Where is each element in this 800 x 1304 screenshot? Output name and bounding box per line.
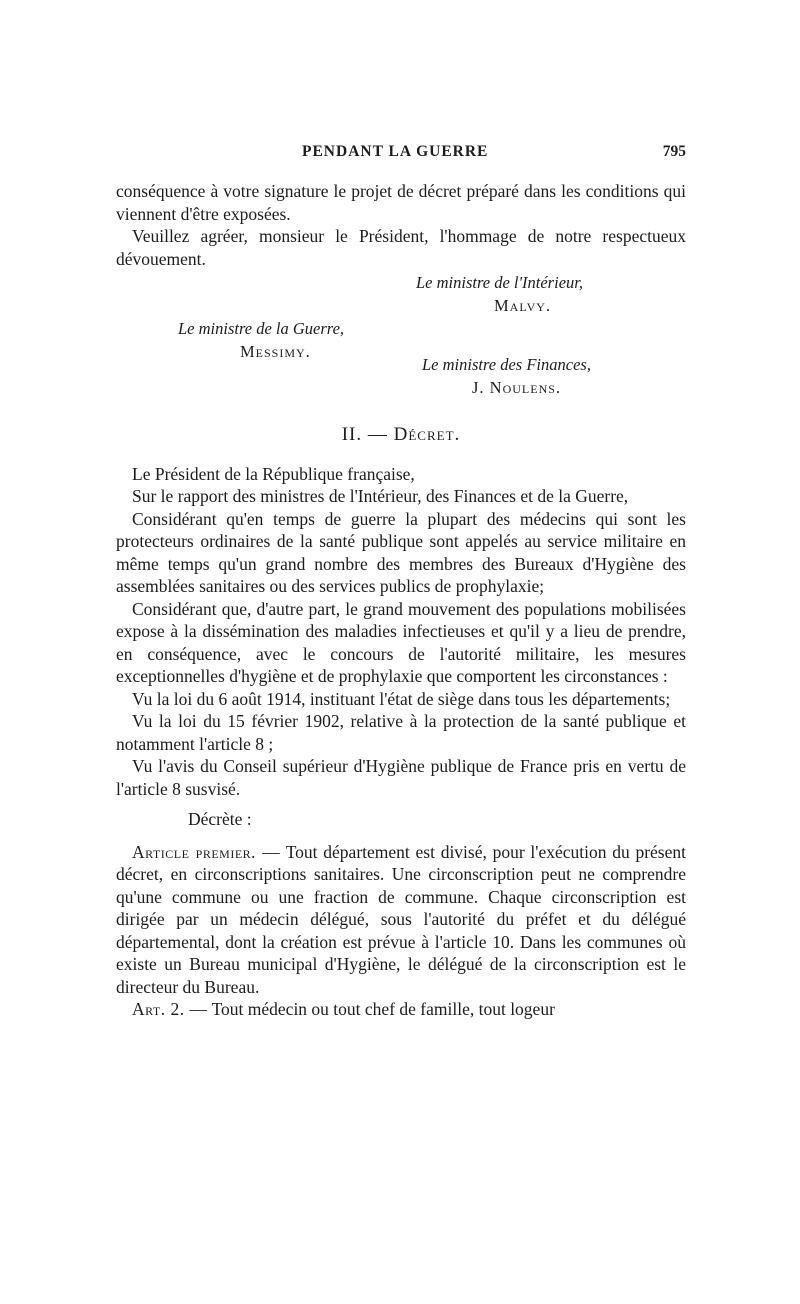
article-2-lead: Art. 2. — bbox=[132, 999, 208, 1019]
signature-war-title: Le ministre de la Guerre, bbox=[178, 319, 345, 338]
signature-war bbox=[178, 318, 344, 363]
article-1-lead: Article premier. — bbox=[132, 841, 281, 862]
page-body bbox=[116, 180, 686, 1021]
decree-paragraph: Considérant qu'en temps de guerre la plupart des médecins qui sont les protecteurs ordinaires de la santé publique sont appelés au service militaire en même temps qu'un grand nombre des membres des Bureaux d'Hygiène des assemblées sanitaires ou des services publics de prophylaxie; bbox=[116, 508, 686, 596]
article-1-text: Tout département est divisé, pour l'exécution du présent décret, en circonscriptions sanitaires. Une circonscription peut ne comprendre qu'une commune ou une fraction de commune. Chaque circonscription est dirigée par un médecin délégué, sous l'autorité du préfet et du délégué départemental, dont la création est prévue à l'article 10. Dans les communes où existe un Bureau municipal d'Hygiène, le délégué de la circonscription est le directeur du Bureau. bbox=[116, 841, 686, 997]
section-heading bbox=[116, 424, 686, 447]
decree-paragraph: Sur le rapport des ministres de l'Intérieur, des Finances et de la Guerre, bbox=[132, 486, 629, 506]
signature-interior bbox=[416, 272, 583, 317]
section-number: II. — bbox=[341, 424, 388, 445]
signature-finance-title: Le ministre des Finances, bbox=[422, 355, 591, 374]
signature-war-name: Messimy. bbox=[240, 341, 311, 361]
signature-block bbox=[116, 272, 686, 412]
signature-interior-title: Le ministre de l'Intérieur, bbox=[416, 273, 583, 292]
article-2 bbox=[116, 998, 686, 1021]
decree-paragraph: Le Président de la République française, bbox=[132, 463, 415, 484]
decrete-heading: Décrète : bbox=[188, 809, 252, 829]
running-title: PENDANT LA GUERRE bbox=[302, 143, 489, 160]
decree-paragraph: Vu la loi du 15 février 1902, relative à la protection de la santé publique et notamment l'article 8 ; bbox=[116, 711, 686, 754]
article-1 bbox=[116, 841, 686, 999]
signature-finance bbox=[422, 354, 591, 399]
page-number: 795 bbox=[662, 143, 686, 160]
section-title: Décret. bbox=[393, 424, 461, 445]
signature-finance-name: J. Noulens. bbox=[472, 377, 562, 397]
intro-paragraph-2: Veuillez agréer, monsieur le Président, l'hommage de notre respectueux dévouement. bbox=[116, 226, 686, 269]
page-header bbox=[116, 143, 686, 169]
decree-paragraph: Vu l'avis du Conseil supérieur d'Hygiène publique de France pris en vertu de l'article 8 susvisé. bbox=[116, 756, 686, 799]
intro-paragraph-1: conséquence à votre signature le projet de décret préparé dans les conditions qui viennent d'être exposées. bbox=[116, 181, 686, 224]
signature-interior-name: Malvy. bbox=[494, 295, 552, 315]
decree-paragraph: Considérant que, d'autre part, le grand mouvement des populations mobilisées expose à la dissémination des maladies infectieuses et qu'il y a lieu de prendre, en conséquence, avec le concours de l'autorité militaire, les mesures exceptionnelles d'hygiène et de prophylaxie que comportent les circonstances : bbox=[116, 598, 686, 686]
decree-paragraph: Vu la loi du 6 août 1914, instituant l'état de siège dans tous les départements; bbox=[132, 688, 671, 709]
article-2-text: Tout médecin ou tout chef de famille, tout logeur bbox=[211, 999, 555, 1019]
